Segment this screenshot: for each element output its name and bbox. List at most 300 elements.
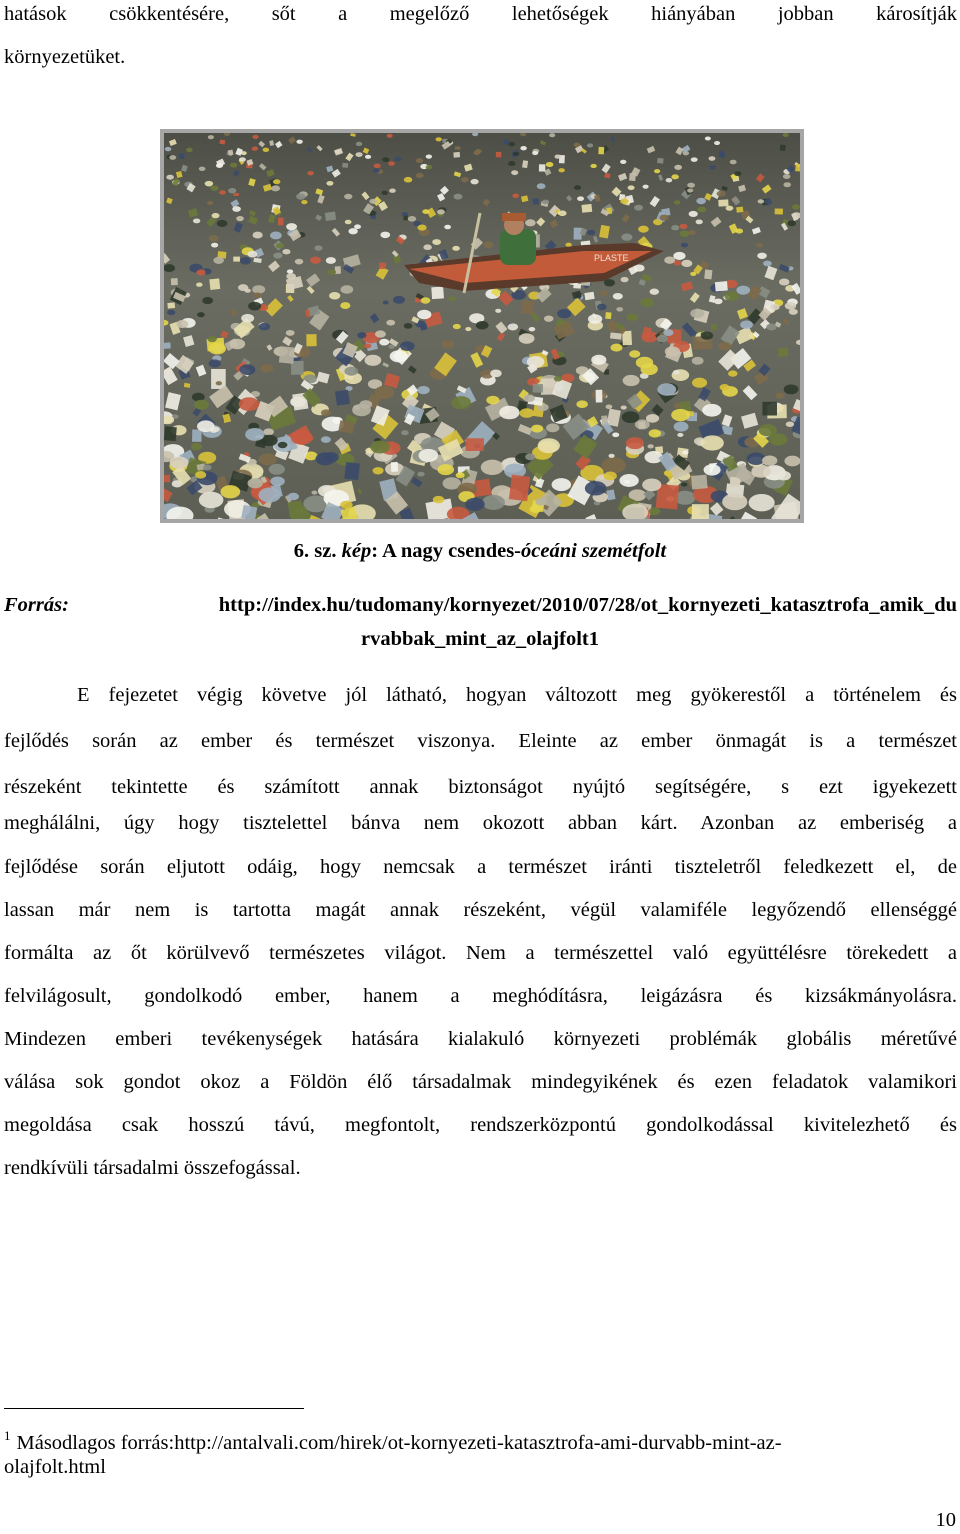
debris-piece bbox=[258, 141, 265, 148]
debris-piece bbox=[253, 232, 263, 239]
debris-piece bbox=[762, 184, 772, 193]
debris-piece bbox=[779, 264, 790, 273]
debris-piece bbox=[718, 349, 739, 370]
debris-piece bbox=[230, 163, 237, 168]
debris-piece bbox=[411, 477, 423, 488]
debris-piece bbox=[483, 241, 493, 248]
debris-piece bbox=[259, 163, 267, 170]
debris-piece bbox=[379, 263, 386, 269]
debris-piece bbox=[224, 133, 230, 136]
debris-piece bbox=[704, 269, 712, 279]
debris-piece bbox=[756, 173, 765, 182]
debris-piece bbox=[164, 320, 168, 326]
debris-piece bbox=[164, 342, 171, 348]
debris-piece bbox=[598, 147, 604, 155]
debris-piece bbox=[475, 149, 482, 154]
debris-piece bbox=[276, 243, 284, 248]
debris-piece bbox=[419, 449, 439, 462]
figure-source bbox=[4, 593, 957, 617]
debris-piece bbox=[233, 257, 240, 262]
debris-piece bbox=[640, 298, 654, 307]
debris-piece bbox=[622, 214, 631, 223]
debris-piece bbox=[426, 155, 432, 159]
debris-piece bbox=[777, 471, 791, 481]
debris-piece bbox=[663, 329, 673, 336]
debris-piece bbox=[687, 183, 695, 188]
debris-piece bbox=[465, 498, 485, 511]
debris-piece bbox=[388, 161, 395, 165]
debris-piece bbox=[279, 346, 295, 364]
debris-piece bbox=[771, 304, 780, 310]
debris-piece bbox=[677, 433, 683, 437]
debris-piece bbox=[381, 191, 387, 195]
debris-piece bbox=[620, 198, 629, 204]
debris-piece bbox=[263, 428, 274, 435]
debris-piece bbox=[306, 273, 320, 287]
debris-piece bbox=[714, 298, 723, 304]
debris-piece bbox=[576, 400, 587, 408]
debris-piece bbox=[380, 232, 390, 239]
debris-piece bbox=[498, 291, 513, 306]
debris-piece bbox=[207, 201, 213, 205]
debris-piece bbox=[316, 145, 322, 151]
debris-piece bbox=[597, 304, 607, 310]
debris-piece bbox=[258, 488, 280, 503]
debris-piece bbox=[680, 230, 690, 236]
debris-piece bbox=[470, 179, 478, 185]
debris-piece bbox=[497, 332, 505, 341]
debris-piece bbox=[496, 152, 502, 157]
debris-piece bbox=[191, 443, 202, 450]
debris-piece bbox=[593, 236, 598, 243]
debris-piece bbox=[621, 277, 629, 282]
debris-piece bbox=[628, 185, 635, 190]
debris-piece bbox=[442, 340, 455, 348]
debris-piece bbox=[621, 405, 627, 409]
debris-piece bbox=[588, 314, 602, 324]
debris-piece bbox=[202, 297, 213, 304]
debris-piece bbox=[649, 507, 661, 515]
debris-piece bbox=[207, 336, 216, 342]
caption-title: : A nagy csendes- bbox=[371, 540, 522, 562]
debris-piece bbox=[509, 475, 530, 502]
debris-piece bbox=[759, 424, 777, 436]
debris-piece bbox=[423, 244, 431, 250]
debris-piece bbox=[344, 367, 358, 376]
debris-piece bbox=[612, 432, 619, 437]
debris-piece bbox=[326, 257, 336, 264]
debris-piece bbox=[626, 314, 637, 322]
debris-piece bbox=[486, 396, 499, 405]
debris-piece bbox=[546, 423, 559, 432]
debris-piece bbox=[373, 467, 384, 474]
debris-piece bbox=[696, 219, 703, 224]
debris-piece bbox=[495, 321, 507, 333]
debris-piece bbox=[310, 257, 321, 264]
debris-piece bbox=[527, 356, 545, 368]
debris-piece bbox=[164, 264, 175, 272]
debris-piece bbox=[282, 336, 292, 346]
debris-piece bbox=[689, 211, 698, 217]
debris-piece bbox=[650, 289, 659, 295]
debris-piece bbox=[422, 209, 429, 214]
debris-piece bbox=[236, 216, 244, 221]
debris-piece bbox=[270, 476, 285, 486]
debris-piece bbox=[426, 165, 433, 169]
debris-piece bbox=[167, 310, 175, 316]
debris-piece bbox=[235, 148, 243, 156]
debris-piece bbox=[581, 204, 592, 213]
debris-piece bbox=[643, 185, 649, 189]
paragraph-line: felvilágosult, gondolkodó ember, hanem a meghódításra, leigázásra és kizsákmányolásra. bbox=[4, 985, 957, 1007]
debris-piece bbox=[626, 437, 644, 449]
debris-piece bbox=[621, 234, 632, 241]
debris-piece bbox=[708, 156, 715, 161]
debris-piece bbox=[782, 318, 790, 326]
debris-piece bbox=[731, 196, 740, 205]
debris-piece bbox=[164, 475, 170, 483]
debris-piece bbox=[234, 222, 243, 233]
debris-piece bbox=[525, 219, 536, 226]
debris-piece bbox=[239, 364, 255, 375]
debris-piece bbox=[172, 177, 180, 186]
debris-piece bbox=[307, 286, 315, 294]
debris-piece bbox=[228, 188, 236, 193]
debris-piece bbox=[453, 324, 461, 329]
debris-piece bbox=[550, 219, 559, 228]
debris-piece bbox=[239, 157, 246, 162]
debris-piece bbox=[186, 148, 193, 152]
debris-piece bbox=[482, 495, 505, 510]
paragraph-line: formálta az őt körülvevő természetes világot. Nem a természettel való együttélésre törekedett a bbox=[4, 942, 957, 964]
debris-piece bbox=[213, 257, 224, 264]
debris-piece bbox=[408, 365, 417, 373]
debris-piece bbox=[690, 309, 704, 318]
debris-piece bbox=[453, 194, 462, 200]
debris-piece bbox=[638, 226, 649, 233]
paragraph-line: fejlődés során az ember és természet viszonya. Eleinte az ember önmagát is a természet bbox=[4, 730, 957, 752]
debris-piece bbox=[660, 214, 669, 220]
debris-piece bbox=[259, 323, 270, 331]
debris-piece bbox=[208, 343, 225, 355]
debris-piece bbox=[718, 342, 731, 351]
debris-piece bbox=[642, 478, 661, 491]
debris-piece bbox=[536, 287, 552, 302]
debris-piece bbox=[164, 367, 178, 386]
debris-piece bbox=[610, 332, 622, 339]
debris-piece bbox=[386, 320, 395, 326]
debris-piece bbox=[726, 206, 734, 211]
debris-piece bbox=[188, 208, 198, 218]
debris-piece bbox=[421, 297, 431, 303]
debris-piece bbox=[675, 147, 683, 156]
boat-label: PLASTE bbox=[594, 253, 629, 263]
debris-piece bbox=[671, 409, 690, 421]
debris-piece bbox=[738, 512, 757, 519]
debris-piece bbox=[252, 135, 258, 139]
debris-piece bbox=[646, 414, 659, 423]
debris-piece bbox=[286, 330, 295, 336]
debris-piece bbox=[673, 370, 680, 375]
debris-piece bbox=[369, 199, 377, 204]
debris-piece bbox=[365, 155, 371, 159]
debris-piece bbox=[400, 341, 415, 351]
debris-piece bbox=[701, 332, 713, 340]
debris-piece bbox=[717, 191, 726, 197]
debris-piece bbox=[278, 442, 288, 448]
debris-piece bbox=[605, 312, 611, 319]
debris-piece bbox=[437, 209, 445, 214]
debris-piece bbox=[552, 478, 571, 491]
debris-piece bbox=[600, 290, 608, 295]
debris-piece bbox=[307, 171, 314, 175]
debris-piece bbox=[466, 438, 484, 451]
debris-piece bbox=[751, 465, 770, 478]
debris-piece bbox=[490, 370, 501, 378]
debris-piece bbox=[248, 478, 263, 488]
debris-piece bbox=[618, 173, 627, 181]
debris-piece bbox=[453, 152, 460, 158]
debris-piece bbox=[536, 217, 545, 226]
debris-piece bbox=[532, 151, 538, 155]
debris-piece bbox=[196, 283, 203, 287]
debris-piece bbox=[391, 462, 398, 472]
debris-piece bbox=[584, 292, 594, 301]
debris-piece bbox=[604, 173, 611, 179]
debris-piece bbox=[208, 135, 214, 139]
debris-piece bbox=[520, 146, 526, 150]
debris-piece bbox=[357, 332, 366, 338]
debris-piece bbox=[596, 390, 603, 403]
debris-piece bbox=[196, 365, 207, 377]
debris-piece bbox=[354, 224, 361, 229]
debris-piece bbox=[787, 220, 796, 226]
debris-piece bbox=[170, 456, 189, 469]
debris-piece bbox=[613, 293, 623, 300]
debris-piece bbox=[722, 493, 747, 510]
ocean-garbage-image bbox=[164, 133, 800, 519]
debris-piece bbox=[622, 411, 640, 423]
debris-piece bbox=[259, 453, 277, 465]
debris-piece bbox=[674, 422, 689, 432]
debris-piece bbox=[476, 321, 489, 329]
debris-piece bbox=[715, 281, 728, 291]
debris-piece bbox=[752, 227, 761, 234]
debris-piece bbox=[359, 400, 372, 409]
debris-piece bbox=[205, 181, 213, 187]
debris-piece bbox=[404, 177, 412, 183]
debris-piece bbox=[291, 430, 313, 445]
debris-piece bbox=[348, 228, 357, 234]
debris-piece bbox=[253, 258, 261, 263]
debris-piece bbox=[382, 157, 389, 162]
debris-piece bbox=[681, 482, 687, 486]
debris-piece bbox=[587, 230, 595, 236]
debris-piece bbox=[673, 252, 685, 260]
debris-piece bbox=[252, 146, 258, 150]
debris-piece bbox=[329, 292, 340, 299]
debris-piece bbox=[604, 471, 617, 480]
debris-piece bbox=[738, 185, 746, 192]
debris-piece bbox=[714, 141, 720, 145]
debris-piece bbox=[718, 199, 728, 206]
debris-piece bbox=[345, 153, 353, 162]
debris-piece bbox=[574, 185, 581, 190]
debris-piece bbox=[681, 260, 692, 267]
paragraph-line: fejlődése során eljutott odáig, hogy nemcsak a természet iránti tiszteletről feledkezett el, de bbox=[4, 856, 957, 878]
debris-piece bbox=[779, 279, 790, 286]
debris-piece bbox=[229, 308, 237, 316]
debris-piece bbox=[687, 188, 693, 192]
debris-piece bbox=[762, 456, 777, 466]
debris-piece bbox=[741, 413, 758, 429]
debris-piece bbox=[363, 147, 370, 153]
debris-piece bbox=[317, 195, 324, 204]
debris-piece bbox=[169, 139, 177, 146]
debris-piece bbox=[332, 228, 340, 237]
debris-piece bbox=[357, 488, 362, 494]
debris-piece bbox=[164, 426, 177, 441]
debris-piece bbox=[758, 199, 764, 203]
debris-piece bbox=[507, 323, 518, 330]
debris-piece bbox=[734, 171, 741, 176]
debris-piece bbox=[382, 362, 389, 367]
debris-piece bbox=[311, 491, 317, 495]
debris-piece bbox=[747, 452, 766, 464]
debris-piece bbox=[778, 348, 789, 357]
debris-piece bbox=[555, 154, 561, 158]
debris-piece bbox=[681, 243, 688, 248]
debris-piece bbox=[444, 225, 451, 230]
debris-piece bbox=[373, 168, 380, 173]
footnote-text[interactable]: Másodlagos forrás:http://antalvali.com/hirek/ot-kornyezeti-katasztrofa-ami-durvabb-mint-az- bbox=[16, 1432, 782, 1454]
debris-piece bbox=[248, 178, 256, 186]
debris-piece bbox=[345, 220, 352, 225]
debris-piece bbox=[315, 214, 322, 220]
paragraph-line: lassan már nem is tartotta magát annak részeként, végül valamiféle legyőzendő ellenséggé bbox=[4, 899, 957, 921]
debris-piece bbox=[253, 292, 262, 298]
debris-piece bbox=[783, 133, 789, 137]
debris-piece bbox=[245, 428, 264, 441]
debris-piece bbox=[325, 212, 336, 222]
caption-dot: . bbox=[331, 540, 337, 562]
debris-piece bbox=[278, 217, 284, 225]
debris-piece bbox=[650, 196, 660, 207]
debris-piece bbox=[519, 333, 535, 344]
debris-piece bbox=[401, 212, 407, 216]
debris-piece bbox=[433, 496, 444, 504]
caption-label: kép bbox=[336, 540, 372, 562]
debris-piece bbox=[393, 296, 405, 304]
debris-piece bbox=[591, 355, 606, 365]
debris-piece bbox=[390, 350, 408, 362]
debris-piece bbox=[697, 207, 706, 213]
debris-piece bbox=[181, 165, 188, 172]
debris-piece bbox=[483, 199, 491, 207]
debris-piece bbox=[585, 481, 607, 495]
debris-piece bbox=[416, 158, 423, 163]
debris-piece bbox=[211, 369, 226, 389]
debris-piece bbox=[691, 475, 708, 490]
debris-piece bbox=[169, 155, 176, 160]
debris-piece bbox=[784, 456, 800, 467]
debris-piece bbox=[275, 141, 282, 148]
debris-piece bbox=[658, 174, 663, 181]
paragraph-line: környezetüket. bbox=[4, 46, 126, 68]
debris-piece bbox=[606, 489, 615, 500]
source-url[interactable]: http://index.hu/tudomany/kornyezet/2010/07/28/ot_kornyezeti_katasztrofa_amik_du bbox=[68, 594, 957, 616]
debris-piece bbox=[166, 198, 173, 205]
debris-piece bbox=[417, 225, 426, 231]
debris-piece bbox=[743, 385, 758, 400]
debris-piece bbox=[408, 216, 416, 222]
debris-piece bbox=[531, 425, 543, 433]
debris-piece bbox=[334, 148, 343, 156]
debris-piece bbox=[263, 184, 272, 192]
debris-piece bbox=[783, 182, 791, 187]
debris-piece bbox=[176, 320, 188, 328]
debris-piece bbox=[219, 139, 225, 144]
debris-piece bbox=[273, 252, 282, 258]
debris-piece bbox=[432, 239, 441, 245]
debris-piece bbox=[495, 309, 501, 313]
debris-piece bbox=[544, 315, 554, 321]
debris-piece bbox=[692, 378, 707, 388]
debris-piece bbox=[220, 485, 240, 498]
debris-piece bbox=[244, 289, 250, 293]
debris-piece bbox=[197, 312, 205, 317]
debris-piece bbox=[540, 140, 546, 145]
debris-piece bbox=[232, 206, 241, 212]
figure-source-continued[interactable]: rvabbak_mint_az_olajfolt1 bbox=[360, 628, 600, 650]
debris-piece bbox=[518, 424, 532, 435]
debris-piece bbox=[183, 335, 194, 347]
debris-piece bbox=[295, 259, 303, 265]
debris-piece bbox=[705, 137, 711, 141]
debris-piece bbox=[511, 170, 518, 175]
debris-piece bbox=[521, 300, 535, 314]
debris-piece bbox=[321, 436, 331, 443]
debris-piece bbox=[379, 339, 389, 346]
debris-piece bbox=[209, 359, 221, 367]
debris-piece bbox=[623, 375, 640, 386]
debris-piece bbox=[247, 251, 257, 258]
debris-piece bbox=[682, 450, 688, 454]
debris-piece bbox=[451, 396, 471, 409]
debris-piece bbox=[290, 444, 298, 449]
debris-piece bbox=[270, 232, 282, 240]
debris-piece bbox=[557, 309, 571, 318]
debris-piece bbox=[209, 235, 219, 242]
debris-piece bbox=[740, 320, 753, 328]
debris-piece bbox=[288, 136, 296, 144]
debris-piece bbox=[599, 225, 610, 239]
debris-piece bbox=[554, 376, 562, 381]
debris-piece bbox=[696, 198, 706, 204]
debris-piece bbox=[268, 214, 276, 223]
debris-piece bbox=[436, 137, 442, 141]
footnote-continued[interactable]: olajfolt.html bbox=[4, 1456, 106, 1478]
debris-piece bbox=[452, 246, 460, 251]
debris-piece bbox=[361, 192, 369, 201]
debris-piece bbox=[602, 457, 626, 473]
debris-piece bbox=[301, 200, 307, 204]
debris-piece bbox=[321, 409, 331, 416]
debris-piece bbox=[512, 193, 519, 198]
debris-piece bbox=[314, 245, 322, 250]
debris-piece bbox=[654, 169, 660, 173]
caption-title-italic: óceáni szemétfolt bbox=[521, 540, 667, 562]
